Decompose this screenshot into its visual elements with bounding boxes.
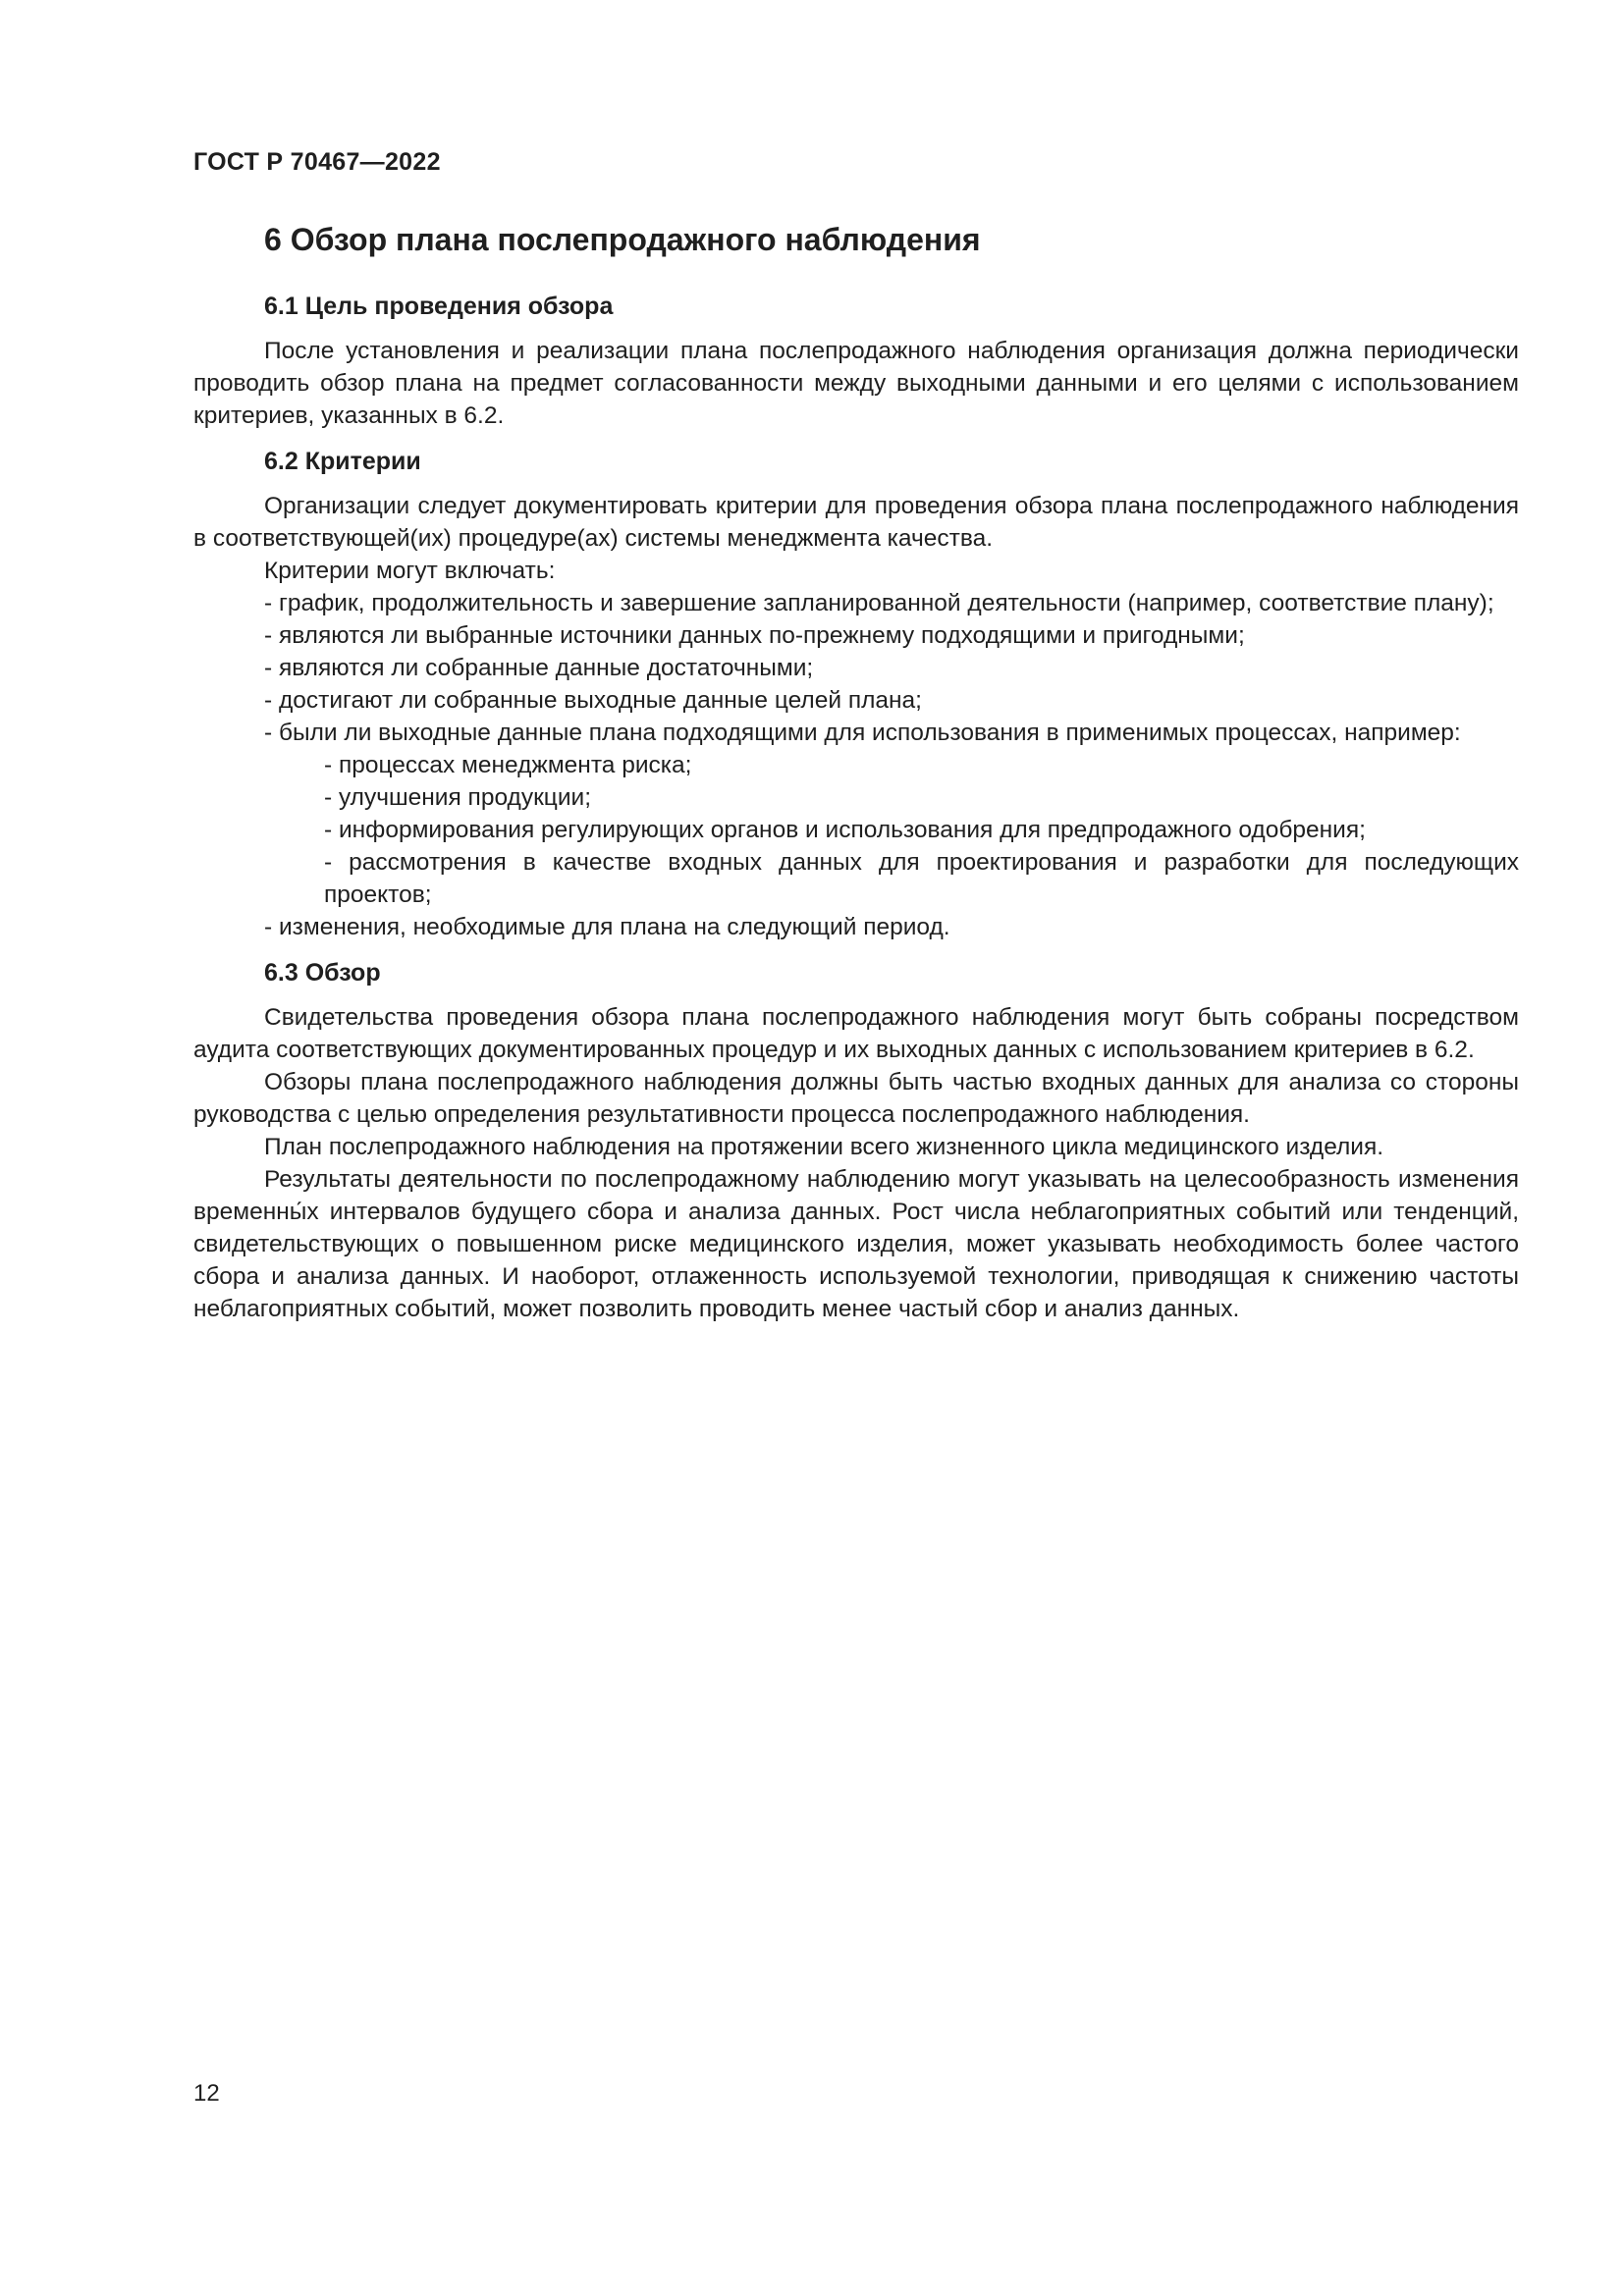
page-number: 12 — [193, 2080, 220, 2107]
section-title: 6 Обзор плана послепродажного наблюдения — [264, 222, 981, 257]
list-item: - график, продолжительность и завершение запланированной деятельности (например, соответствие плану); — [264, 590, 1494, 616]
list-item: - достигают ли собранные выходные данные целей плана; — [264, 687, 922, 714]
paragraph: Организации следует документировать критерии для проведения обзора плана послепродажного наблюдения в соответствующей(их) процедуре(ах) системы менеджмента качества. — [193, 493, 1519, 552]
subsection-heading-6-3: 6.3 Обзор — [264, 959, 381, 987]
subsection-heading-6-1: 6.1 Цель проведения обзора — [264, 293, 614, 320]
list-item: - были ли выходные данные плана подходящими для использования в применимых процессах, например: — [264, 720, 1461, 746]
sublist-item: - информирования регулирующих органов и использования для предпродажного одобрения; — [324, 817, 1366, 843]
list-item: - изменения, необходимые для плана на следующий период. — [264, 914, 950, 940]
paragraph: Обзоры плана послепродажного наблюдения должны быть частью входных данных для анализа со стороны руководства с целью определения результативности процесса послепродажного наблюдения. — [193, 1069, 1519, 1128]
document-body — [193, 220, 1519, 1325]
document-header: ГОСТ Р 70467—2022 — [193, 148, 441, 176]
sublist-item: - рассмотрения в качестве входных данных для проектирования и разработки для последующих проектов; — [324, 849, 1519, 908]
sublist-item: - процессах менеджмента риска; — [324, 752, 692, 778]
subsection-heading-6-2: 6.2 Критерии — [264, 448, 421, 475]
sublist-item: - улучшения продукции; — [324, 784, 592, 811]
paragraph: План послепродажного наблюдения на протяжении всего жизненного цикла медицинского изделия. — [264, 1134, 1384, 1160]
list-item: - являются ли собранные данные достаточными; — [264, 655, 814, 681]
paragraph: После установления и реализации плана послепродажного наблюдения организация должна периодически проводить обзор плана на предмет согласованности между выходными данными и его целями с использованием критериев, указанных в 6.2. — [193, 338, 1519, 429]
list-item: - являются ли выбранные источники данных по-прежнему подходящими и пригодными; — [264, 622, 1245, 649]
paragraph: Критерии могут включать: — [264, 558, 556, 584]
sublist — [193, 749, 1519, 911]
paragraph: Свидетельства проведения обзора плана послепродажного наблюдения могут быть собраны посредством аудита соответствующих документированных процедур и их выходных данных с использованием критериев в 6.2. — [193, 1004, 1519, 1063]
paragraph: Результаты деятельности по послепродажному наблюдению могут указывать на целесообразность изменения временны́х интервалов будущего сбора и анализа данных. Рост числа неблагоприятных событий или тенденций, свидетельствующих о повышенном риске медицинского изделия, может указывать необходимость более частого сбора и анализа данных. И наоборот, отлаженность используемой технологии, приводящая к снижению частоты неблагоприятных событий, может позволить проводить менее частый сбор и анализ данных. — [193, 1166, 1519, 1322]
